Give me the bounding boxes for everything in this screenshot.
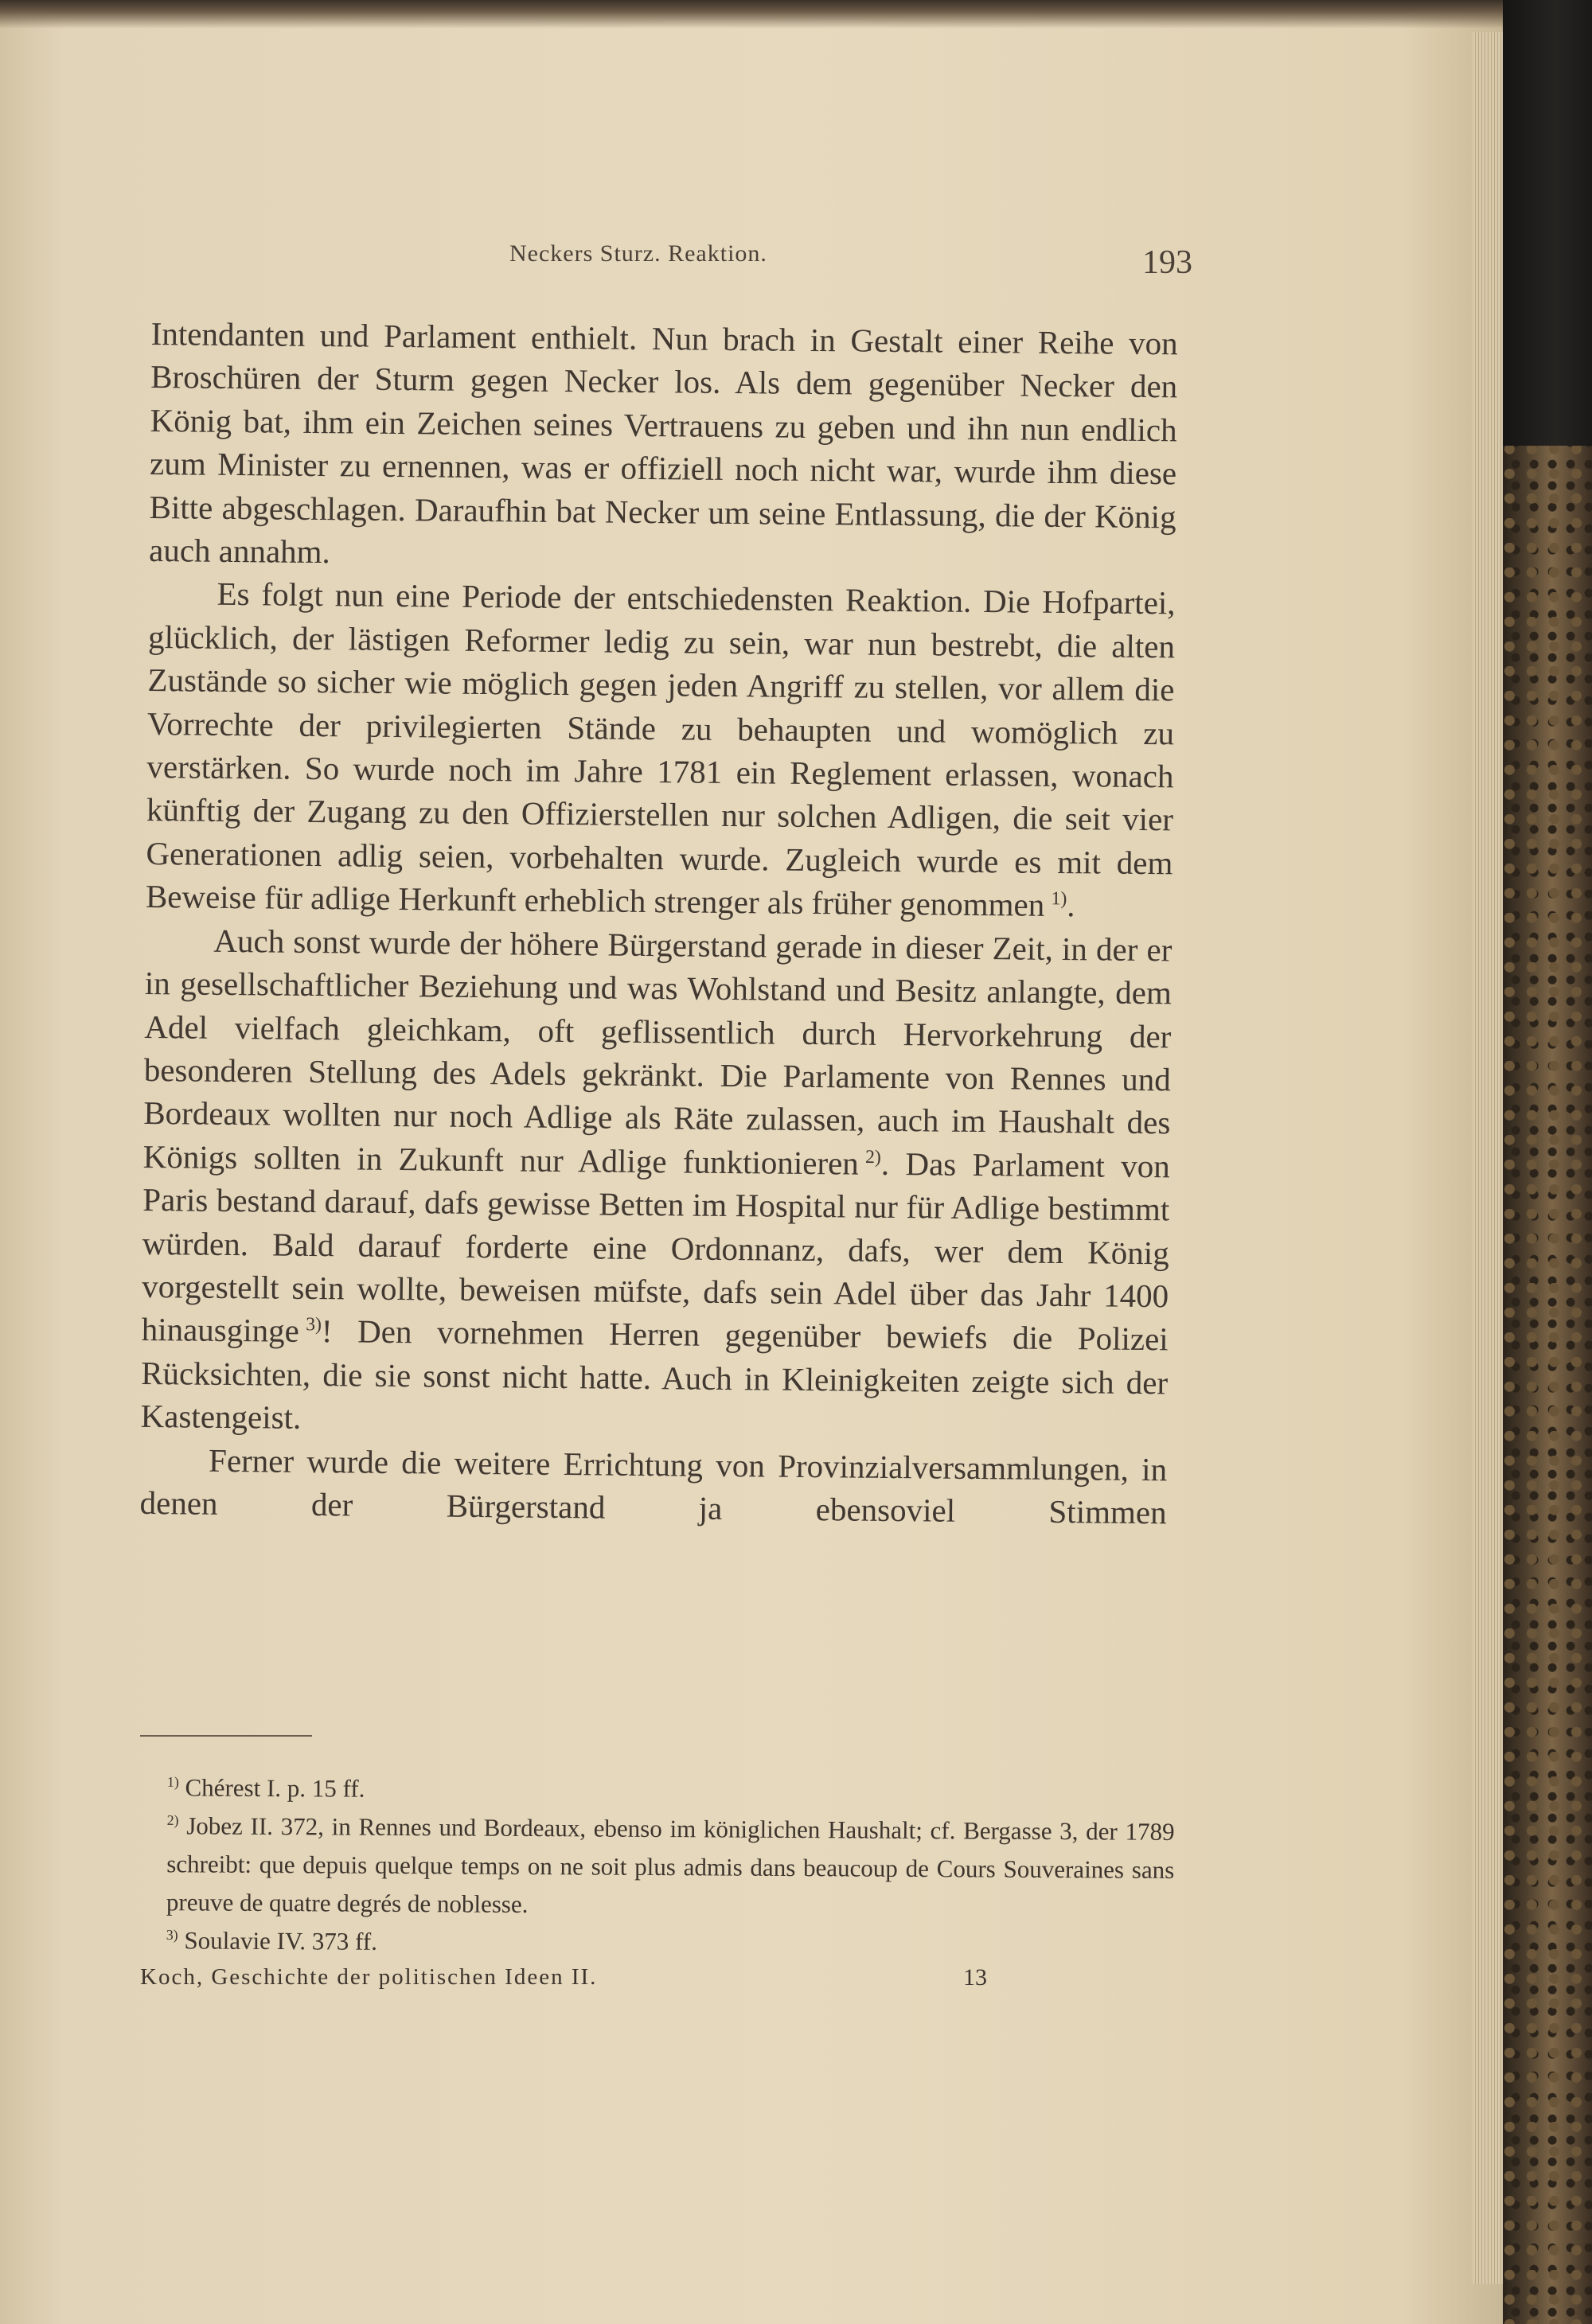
paragraph	[146, 571, 1176, 928]
footnote-ref: 1)	[1051, 888, 1067, 910]
paragraph-text: Das Parlament von Paris bestand darauf, dafs gewisse Betten im Hospital nur für Adlige bestimmt würden. Bald darauf forderte eine Ordonnanz, dafs, wer dem König vorgestellt sein wollte, beweisen müfste, dafs sein Adel über das Jahr 1400 hinausginge	[141, 1144, 1170, 1350]
paragraph-text: Auch sonst wurde der höhere Bürgerstand gerade in dieser Zeit, in der er in gesellschaftlicher Beziehung und was Wohlstand und Besitz anlangte, dem Adel vielfach gleichkam, oft geflissentlich durch Hervorkehrung der besonderen Stellung des Adels gekränkt. Die Parlamente von Rennes und Bordeaux wollten nur noch Adlige als Räte zulassen, auch im Haushalt des Königs sollten in Zukunft nur Adlige funktionieren	[142, 922, 1173, 1182]
footnote-rule	[140, 1735, 312, 1737]
paragraph-text: Intendanten und Parlament enthielt. Nun brach in Gestalt einer Reihe von Broschüren der Sturm gegen Necker los. Als dem gegenüber Necker den König bat, ihm ein Zeichen seines Vertrauens zu geben und ihn nun endlich zum Minister zu ernennen, was er offiziell noch nicht war, wurde ihm diese Bitte abgeschlagen. Daraufhin bat Necker um seine Entlassung, die der König auch annahm.	[148, 314, 1178, 571]
punctuation: .	[880, 1144, 890, 1182]
paragraph-text: Ferner wurde die weitere Errichtung von Provinzialversammlungen, in denen der Bürgerstand ja ebensoviel Stimmen	[139, 1441, 1168, 1531]
paragraph-text: Es folgt nun eine Periode der entschiedensten Reaktion. Die Hofpartei, glücklich, der lästigen Reformer ledig zu sein, war nun bestrebt, die alten Zustände so sicher wie möglich gegen jeden Angriff zu stellen, vor allem die Vorrechte der privilegierten Stände zu behaupten und womöglich zu verstärken. So wurde noch im Jahre 1781 ein Reglement erlassen, wonach künftig der Zugang zu den Offizierstellen nur solchen Adligen, die seit vier Generationen adlig seien, vorbehalten wurde. Zugleich wurde es mit dem Beweise für adlige Herkunft erheblich strenger als früher genommen	[145, 575, 1176, 924]
paragraph	[140, 918, 1172, 1448]
footnote-text: Soulavie IV. 373 ff.	[184, 1926, 378, 1956]
page-edges	[1473, 32, 1503, 2284]
imprint-line: Koch, Geschichte der politischen Ideen II.	[140, 1964, 598, 1990]
paragraph	[149, 312, 1178, 582]
footnotes	[139, 1768, 1175, 1966]
paragraph	[139, 1437, 1167, 1534]
footnote-mark: 2)	[166, 1811, 179, 1828]
running-title: Neckers Sturz. Reaktion.	[509, 240, 767, 267]
footnote-text: Jobez II. 372, in Rennes und Bordeaux, ebenso im königlichen Haushalt; cf. Bergasse 3, der 1789 schreibt: que depuis quelque temps on ne soit plus admis dans beaucoup de Cours Souveraines sans preuve de quatre degrés de noblesse.	[166, 1811, 1175, 1918]
footnote-mark: 3)	[166, 1926, 178, 1943]
page-top-shadow	[0, 0, 1592, 29]
footnote	[139, 1807, 1175, 1928]
dark-cover-edge	[1503, 0, 1592, 446]
footnote-ref: 2)	[864, 1146, 882, 1168]
paragraph-text: Den vornehmen Herren gegenüber bewiefs die Polizei Rücksichten, die sie sonst nicht hatte. Auch in Kleinigkeiten zeigte sich der Kastengeist.	[140, 1312, 1169, 1437]
signature-mark: 13	[963, 1964, 987, 1991]
punctuation: .	[1067, 887, 1075, 924]
punctuation: !	[321, 1312, 333, 1350]
footnote-text: Chérest I. p. 15 ff.	[185, 1773, 365, 1803]
footnote-ref: 3)	[306, 1314, 322, 1336]
main-text	[139, 312, 1178, 1534]
page-number: 193	[1142, 244, 1192, 281]
footnote	[139, 1921, 1174, 1966]
footnote	[140, 1768, 1175, 1813]
footnote-mark: 1)	[166, 1773, 179, 1790]
page-header	[0, 237, 1592, 281]
